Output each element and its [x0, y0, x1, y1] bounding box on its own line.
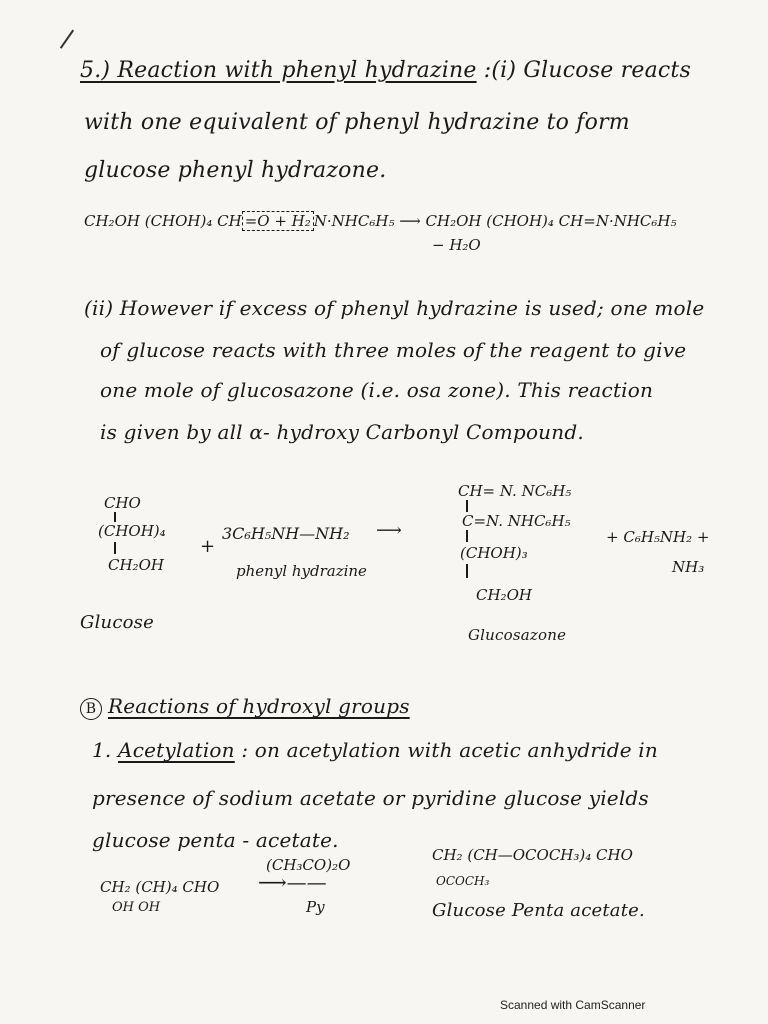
- arrow-icon: ⟶——: [258, 870, 327, 894]
- arrow-icon: ⟶: [399, 212, 421, 230]
- section-b-marker: B: [80, 698, 102, 720]
- eq1-box: =O + H₂: [242, 211, 314, 231]
- acetylation-line2: presence of sodium acetate or pyridine glucose yields: [92, 786, 649, 810]
- glucosazone-line2: C=N. NHC₆H₅: [462, 512, 571, 530]
- bond-line: [466, 530, 468, 542]
- scanner-watermark: Scanned with CamScanner: [500, 998, 646, 1012]
- eq3-reagent-bottom: Py: [306, 898, 325, 916]
- acetylation-line3: glucose penta - acetate.: [92, 828, 339, 852]
- item1-number: 1.: [92, 738, 112, 762]
- acetylation-line1: [92, 738, 658, 762]
- sectionB-title: Reactions of hydroxyl groups: [108, 694, 410, 718]
- eq1-product: CH₂OH (CHOH)₄ CH=N·NHC₆H₅: [425, 212, 677, 230]
- side-products: + C₆H₅NH₂ +: [606, 528, 710, 546]
- section5-heading: [80, 58, 691, 83]
- eq1-byproduct: − H₂O: [432, 236, 481, 254]
- part-ii-line2: of glucose reacts with three moles of the reagent to give: [100, 338, 687, 362]
- part-ii-line3: one mole of glucosazone (i.e. osa zone). This reaction: [100, 378, 654, 402]
- eq3-left: CH₂ (CH)₄ CHO: [100, 878, 220, 896]
- eq1-left: CH₂OH (CHOH)₄ CH: [84, 212, 242, 230]
- glucose-chain: (CHOH)₄: [98, 522, 166, 540]
- eq3-right-sub: OCOCH₃: [436, 874, 490, 888]
- glucosazone-label: Glucosazone: [468, 626, 567, 644]
- eq1: [84, 212, 677, 230]
- section5-title: 5.) Reaction with phenyl hydrazine: [80, 58, 477, 83]
- section5-line3: glucose phenyl hydrazone.: [84, 158, 387, 183]
- eq3-left-oh: OH OH: [112, 900, 161, 915]
- acetylation-title: Acetylation: [118, 738, 235, 762]
- eq3-product-label: Glucose Penta acetate.: [432, 900, 645, 921]
- glucose-label: Glucose: [80, 612, 154, 633]
- glucose-end: CH₂OH: [108, 556, 164, 574]
- part-i-label: :(i): [483, 58, 517, 83]
- sectionB-heading: [80, 694, 410, 720]
- section5-line2: with one equivalent of phenyl hydrazine to form: [84, 110, 630, 135]
- glucosazone-line1: CH= N. NC₆H₅: [458, 482, 572, 500]
- bond-line: [466, 500, 468, 512]
- reagent: 3C₆H₅NH—NH₂: [222, 524, 350, 543]
- glucosazone-line3: (CHOH)₃: [460, 544, 528, 562]
- part-ii-line4: is given by all α- hydroxy Carbonyl Compound.: [100, 420, 584, 444]
- part-i-start: Glucose reacts: [523, 58, 691, 83]
- acetylation-text1: : on acetylation with acetic anhydride in: [241, 738, 658, 762]
- eq1-right: N·NHC₆H₅: [313, 212, 395, 230]
- bond-line: [114, 542, 116, 554]
- eq3-right: CH₂ (CH—OCOCH₃)₄ CHO: [432, 846, 633, 864]
- bond-line: [114, 512, 116, 522]
- eq3-reagent-top: (CH₃CO)₂O: [266, 856, 351, 874]
- arrow-icon: ⟶: [376, 520, 402, 541]
- reagent-name: phenyl hydrazine: [236, 562, 367, 580]
- ammonia: NH₃: [672, 558, 705, 576]
- glucosazone-line4: CH₂OH: [476, 586, 532, 604]
- bond-line: [466, 564, 468, 578]
- pen-mark: [60, 30, 74, 49]
- part-ii-line1: (ii) However if excess of phenyl hydrazine is used; one mole: [84, 296, 705, 320]
- glucose-cho: CHO: [104, 494, 141, 512]
- plus-sign: +: [200, 536, 216, 557]
